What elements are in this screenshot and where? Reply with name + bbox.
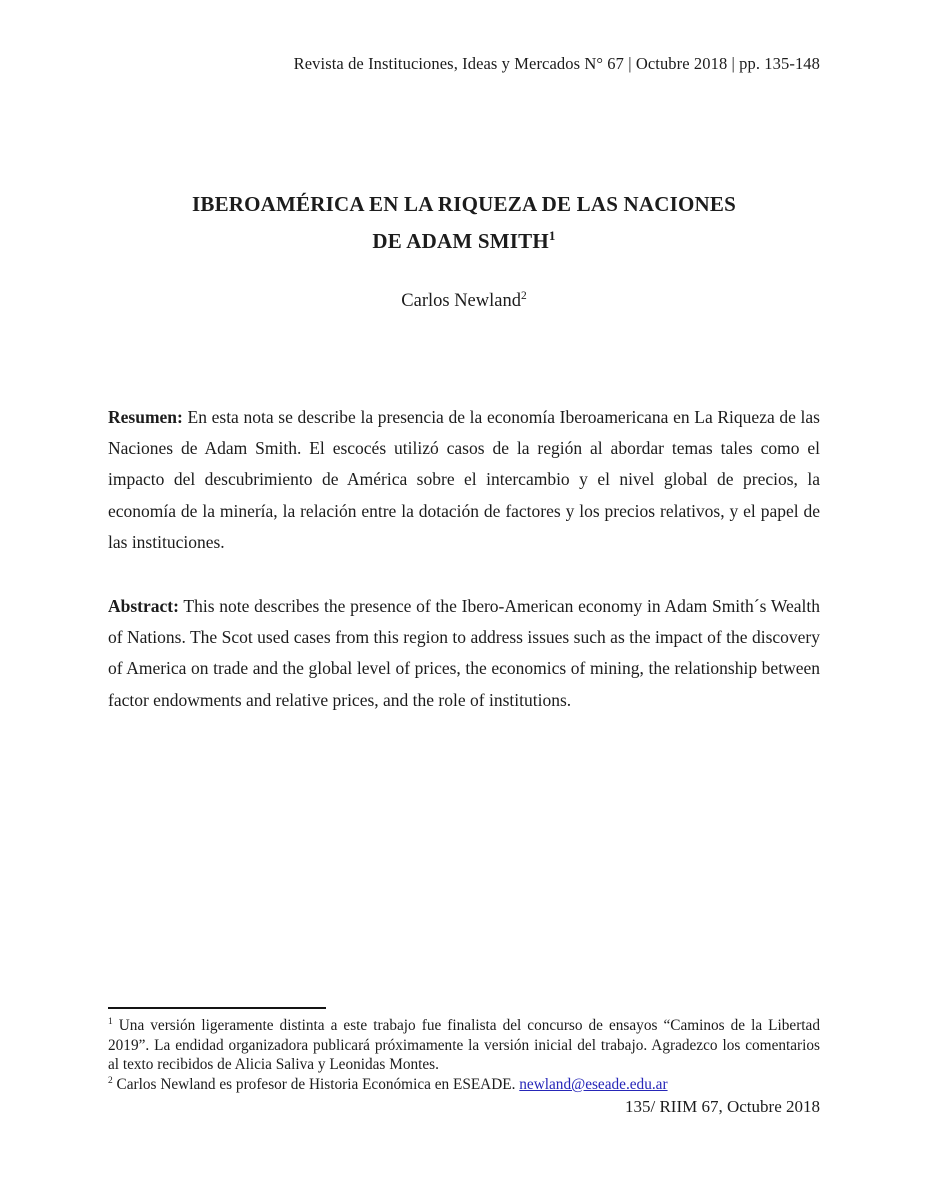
author-footnote-ref: 2 xyxy=(520,289,527,302)
footnote-2-marker: 2 xyxy=(108,1075,113,1086)
footnote-2-text: Carlos Newland es profesor de Historia Económica en ESEADE. xyxy=(112,1075,520,1093)
journal-header: Revista de Instituciones, Ideas y Mercados N° 67 | Octubre 2018 | pp. 135-148 xyxy=(293,54,820,73)
author-name: Carlos Newland xyxy=(401,291,521,311)
paper-title-line1: IBEROAMÉRICA EN LA RIQUEZA DE LAS NACIONES xyxy=(191,192,736,216)
footnote-1-marker: 1 xyxy=(108,1016,113,1027)
resumen-label: Resumen: xyxy=(108,406,183,427)
footnote-separator-rule xyxy=(108,1007,326,1009)
resumen-text: En esta nota se describe la presencia de la economía Iberoamericana en La Riqueza de las Naciones de Adam Smith. El escocés utilizó casos de la región al abordar temas tales como el impacto del descubrimiento de América sobre el intercambio y el nivel global de precios, la economía de la minería, la relación entre la dotación de factores y los precios relativos, y el papel de las instituciones. xyxy=(108,406,820,553)
title-footnote-ref: 1 xyxy=(548,228,556,243)
abstract-label: Abstract: xyxy=(108,595,179,616)
footnote-1-text: Una versión ligeramente distinta a este trabajo fue finalista del concurso de ensayos “Caminos de la Libertad 2019”. La endidad organizadora publicará próximamente la versión inicial del trabajo. Agradezco los comentarios al texto recibidos de Alicia Saliva y Leonidas Montes. xyxy=(108,1017,820,1074)
author-line xyxy=(108,291,820,312)
resumen-paragraph xyxy=(108,402,820,559)
paper-title-line2-text: DE ADAM SMITH xyxy=(372,229,549,253)
abstract-text: This note describes the presence of the Ibero-American economy in Adam Smith´s Wealth of Nations. The Scot used cases from this region to address issues such as the impact of the discovery of America on trade and the global level of prices, the economics of mining, the relationship between factor endowments and relative prices, and the role of institutions. xyxy=(108,595,820,710)
abstract-paragraph xyxy=(108,591,820,717)
paper-title xyxy=(108,186,820,260)
paper-title-line2 xyxy=(108,223,820,260)
footnote-1 xyxy=(108,1016,820,1075)
footnotes-block xyxy=(108,1016,820,1094)
footnote-2 xyxy=(108,1075,820,1095)
page-footer: 135/ RIIM 67, Octubre 2018 xyxy=(624,1097,820,1116)
author-email-link[interactable]: newland@eseade.edu.ar xyxy=(519,1075,668,1093)
